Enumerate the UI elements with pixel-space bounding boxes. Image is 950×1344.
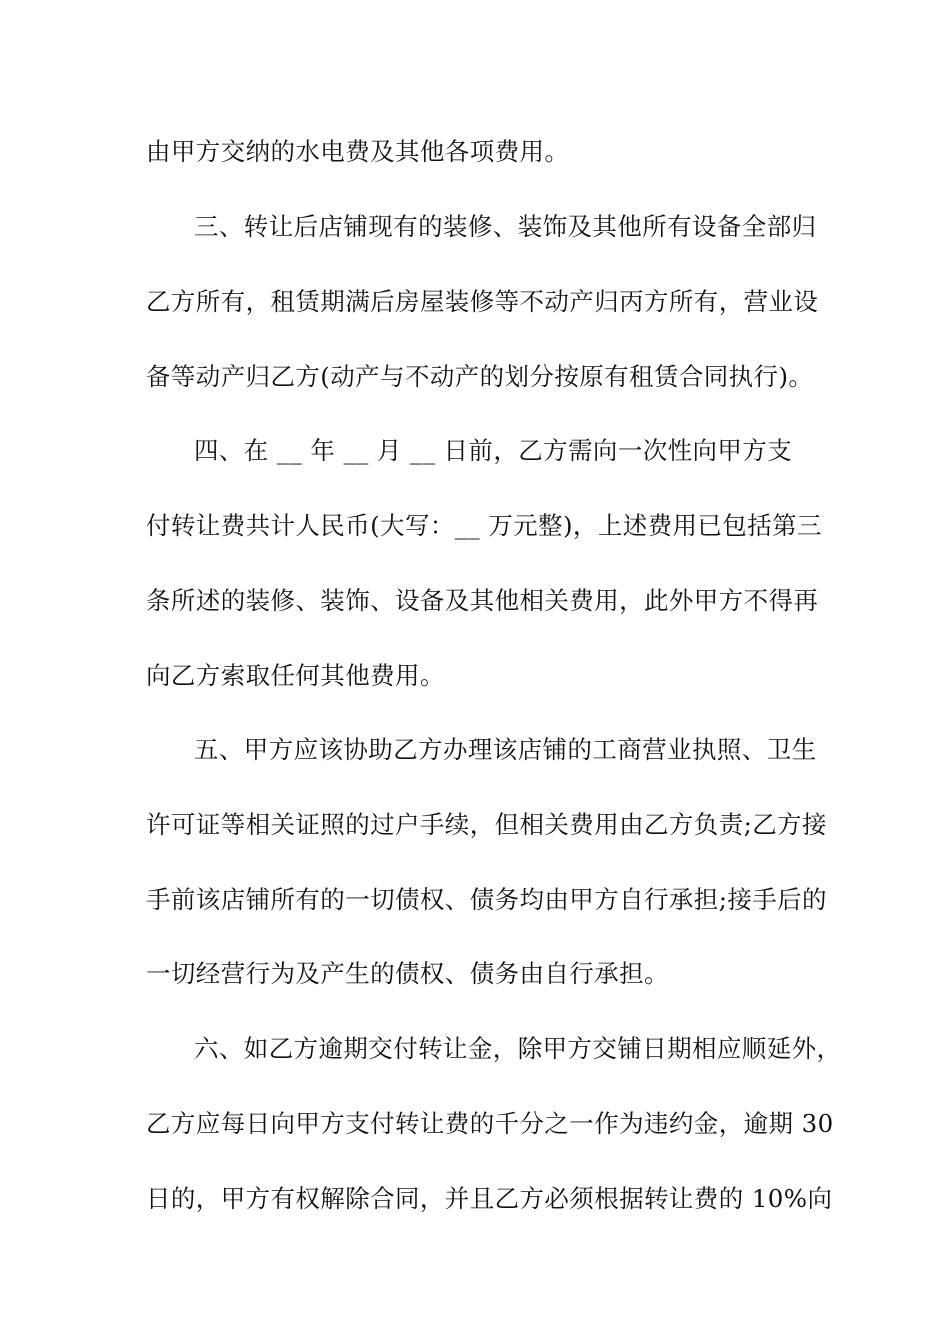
text-line: 手前该店铺所有的一切债权、债务均由甲方自行承担;接手后的 [146, 885, 827, 914]
text-line: 日的，甲方有权解除合同，并且乙方必须根据转让费的 10%向 [146, 1184, 833, 1213]
text-line: 备等动产归乙方(动产与不动产的划分按原有租赁合同执行)。 [146, 362, 814, 391]
text-line: 许可证等相关证照的过户手续，但相关费用由乙方负责;乙方接 [146, 810, 827, 839]
text-line: 乙方应每日向甲方支付转让费的千分之一作为违约金，逾期 30 [146, 1109, 834, 1138]
text-line: 付转让费共计人民币(大写：__ 万元整)，上述费用已包括第三 [146, 511, 822, 540]
text-line: 乙方所有，租赁期满后房屋装修等不动产归丙方所有，营业设 [146, 287, 819, 316]
text-line: 一切经营行为及产生的债权、债务由自行承担。 [146, 959, 669, 988]
text-line: 由甲方交纳的水电费及其他各项费用。 [146, 137, 570, 166]
clause-3-heading-line: 三、转让后店铺现有的装修、装饰及其他所有设备全部归 [194, 212, 817, 241]
clause-4-heading-line: 四、在 __ 年 __ 月 __ 日前，乙方需向一次性向甲方支 [194, 436, 793, 465]
clause-5-heading-line: 五、甲方应该协助乙方办理该店铺的工商营业执照、卫生 [194, 735, 817, 764]
text-line: 向乙方索取任何其他费用。 [146, 661, 445, 690]
text-line: 条所述的装修、装饰、设备及其他相关费用，此外甲方不得再 [146, 586, 819, 615]
clause-6-heading-line: 六、如乙方逾期交付转让金，除甲方交铺日期相应顺延外， [194, 1034, 842, 1063]
